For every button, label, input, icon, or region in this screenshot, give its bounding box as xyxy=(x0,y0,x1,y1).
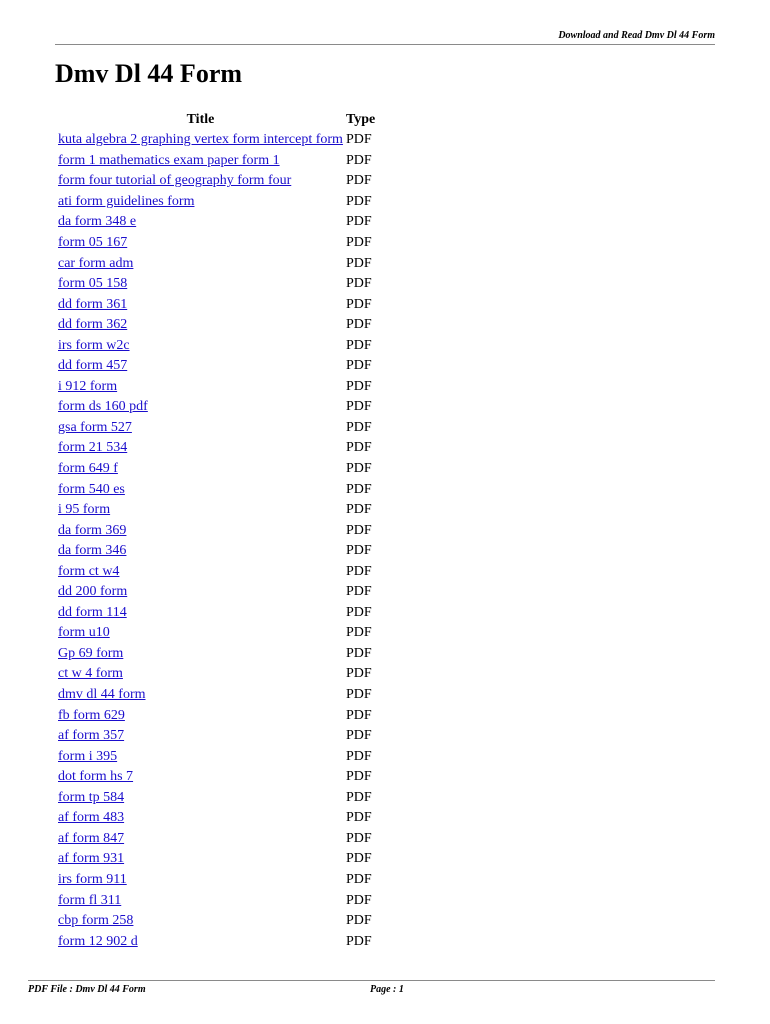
document-table xyxy=(55,110,378,952)
table-row xyxy=(55,192,378,213)
table-row xyxy=(55,870,378,891)
title-cell xyxy=(55,705,346,726)
title-cell xyxy=(55,746,346,767)
document-link[interactable]: form i 395 xyxy=(58,748,118,764)
table-row xyxy=(55,788,378,809)
table-row xyxy=(55,418,378,439)
table-row xyxy=(55,397,378,418)
document-link[interactable]: form 649 f xyxy=(58,461,118,477)
document-link[interactable]: dd form 362 xyxy=(58,317,128,333)
table-row xyxy=(55,808,378,829)
title-cell xyxy=(55,870,346,891)
type-cell: PDF xyxy=(345,317,372,333)
title-cell xyxy=(55,294,346,315)
document-link[interactable]: form ct w4 xyxy=(58,563,120,579)
table-row xyxy=(55,151,378,172)
document-link[interactable]: da form 346 xyxy=(58,543,127,559)
table-row xyxy=(55,335,378,356)
title-cell xyxy=(55,377,346,398)
type-cell: PDF xyxy=(345,255,372,271)
title-cell xyxy=(55,397,346,418)
type-cell: PDF xyxy=(345,892,372,908)
title-cell xyxy=(55,623,346,644)
document-link[interactable]: dd 200 form xyxy=(58,584,128,600)
title-cell xyxy=(55,438,346,459)
document-link[interactable]: Gp 69 form xyxy=(58,645,124,661)
title-cell xyxy=(55,130,346,151)
table-row xyxy=(55,315,378,336)
type-cell: PDF xyxy=(345,687,372,703)
title-cell xyxy=(55,192,346,213)
document-link[interactable]: form 21 534 xyxy=(58,440,128,456)
table-row xyxy=(55,685,378,706)
page-footer xyxy=(28,980,715,997)
type-cell: PDF xyxy=(345,173,372,189)
type-cell: PDF xyxy=(345,933,372,949)
title-cell xyxy=(55,849,346,870)
table-row xyxy=(55,438,378,459)
type-cell: PDF xyxy=(345,563,372,579)
table-row xyxy=(55,377,378,398)
document-link[interactable]: form fl 311 xyxy=(58,892,122,908)
footer-page-number: Page : 1 xyxy=(370,984,404,995)
type-cell: PDF xyxy=(345,584,372,600)
title-cell xyxy=(55,233,346,254)
type-cell: PDF xyxy=(345,502,372,518)
document-link[interactable]: dot form hs 7 xyxy=(58,769,134,785)
type-cell: PDF xyxy=(345,419,372,435)
title-cell xyxy=(55,151,346,172)
document-link[interactable]: form four tutorial of geography form four xyxy=(58,173,292,189)
title-cell xyxy=(55,541,346,562)
type-cell: PDF xyxy=(345,645,372,661)
type-cell: PDF xyxy=(345,481,372,497)
table-body xyxy=(55,130,378,952)
type-cell: PDF xyxy=(345,851,372,867)
type-cell: PDF xyxy=(345,810,372,826)
table-row xyxy=(55,459,378,480)
type-cell: PDF xyxy=(345,604,372,620)
type-cell: PDF xyxy=(345,399,372,415)
title-cell xyxy=(55,500,346,521)
column-header-title: Title xyxy=(186,112,215,127)
title-cell xyxy=(55,890,346,911)
document-link[interactable]: form tp 584 xyxy=(58,789,125,805)
title-cell xyxy=(55,644,346,665)
table-row xyxy=(55,746,378,767)
table-row xyxy=(55,541,378,562)
table-row xyxy=(55,829,378,850)
document-link[interactable]: form 1 mathematics exam paper form 1 xyxy=(58,152,280,168)
title-cell xyxy=(55,356,346,377)
title-cell xyxy=(55,479,346,500)
document-link[interactable]: fb form 629 xyxy=(58,707,125,723)
title-cell xyxy=(55,171,346,192)
document-link[interactable]: dd form 114 xyxy=(58,604,127,620)
table-row xyxy=(55,911,378,932)
table-row xyxy=(55,705,378,726)
table-header-row xyxy=(55,110,378,130)
document-link[interactable]: cbp form 258 xyxy=(58,913,134,929)
document-link[interactable]: irs form w2c xyxy=(58,337,130,353)
table-row xyxy=(55,849,378,870)
table-row xyxy=(55,500,378,521)
type-cell: PDF xyxy=(345,152,372,168)
table-row xyxy=(55,726,378,747)
type-cell: PDF xyxy=(345,748,372,764)
title-cell xyxy=(55,931,346,952)
document-link[interactable]: dd form 457 xyxy=(58,358,128,374)
type-cell: PDF xyxy=(345,625,372,641)
type-cell: PDF xyxy=(345,522,372,538)
type-cell: PDF xyxy=(345,913,372,929)
document-link[interactable]: af form 483 xyxy=(58,810,125,826)
document-link[interactable]: da form 369 xyxy=(58,522,127,538)
table-row xyxy=(55,274,378,295)
title-cell xyxy=(55,315,346,336)
document-link[interactable]: af form 357 xyxy=(58,728,125,744)
table-row xyxy=(55,212,378,233)
table-row xyxy=(55,890,378,911)
type-cell: PDF xyxy=(345,461,372,477)
type-cell: PDF xyxy=(345,666,372,682)
type-cell: PDF xyxy=(345,830,372,846)
type-cell: PDF xyxy=(345,296,372,312)
table-row xyxy=(55,767,378,788)
table-row xyxy=(55,479,378,500)
document-link[interactable]: ati form guidelines form xyxy=(58,193,195,209)
document-link[interactable]: af form 931 xyxy=(58,851,125,867)
table-row xyxy=(55,294,378,315)
table-row xyxy=(55,561,378,582)
title-cell xyxy=(55,418,346,439)
document-link[interactable]: form 12 902 d xyxy=(58,933,138,949)
document-link[interactable]: i 912 form xyxy=(58,378,118,394)
document-link[interactable]: form u10 xyxy=(58,625,110,641)
document-link[interactable]: dmv dl 44 form xyxy=(58,687,146,703)
title-cell xyxy=(55,726,346,747)
title-cell xyxy=(55,561,346,582)
document-link[interactable]: form 540 es xyxy=(58,481,125,497)
document-link[interactable]: form 05 158 xyxy=(58,276,128,292)
type-cell: PDF xyxy=(345,337,372,353)
document-link[interactable]: kuta algebra 2 graphing vertex form intercept form xyxy=(58,132,343,148)
title-cell xyxy=(55,808,346,829)
table-row xyxy=(55,171,378,192)
title-cell xyxy=(55,212,346,233)
type-cell: PDF xyxy=(345,193,372,209)
type-cell: PDF xyxy=(345,769,372,785)
type-cell: PDF xyxy=(345,789,372,805)
document-link[interactable]: gsa form 527 xyxy=(58,419,132,435)
document-link[interactable]: car form adm xyxy=(58,255,134,271)
document-link[interactable]: ct w 4 form xyxy=(58,666,123,682)
title-cell xyxy=(55,664,346,685)
type-cell: PDF xyxy=(345,543,372,559)
title-cell xyxy=(55,459,346,480)
title-cell xyxy=(55,767,346,788)
type-cell: PDF xyxy=(345,235,372,250)
table-row xyxy=(55,623,378,644)
title-cell xyxy=(55,582,346,603)
title-cell xyxy=(55,335,346,356)
table-row xyxy=(55,582,378,603)
title-cell xyxy=(55,829,346,850)
type-cell: PDF xyxy=(345,871,372,887)
page-header xyxy=(55,30,715,45)
table-row xyxy=(55,130,378,151)
table-row xyxy=(55,356,378,377)
title-cell xyxy=(55,253,346,274)
column-header-type: Type xyxy=(345,112,376,127)
table-row xyxy=(55,931,378,952)
type-cell: PDF xyxy=(345,728,372,744)
type-cell: PDF xyxy=(345,378,372,394)
title-cell xyxy=(55,788,346,809)
type-cell: PDF xyxy=(345,358,372,374)
type-cell: PDF xyxy=(345,707,372,723)
table-row xyxy=(55,603,378,624)
document-title: Dmv Dl 44 Form xyxy=(55,59,243,88)
header-text: Download and Read Dmv Dl 44 Form xyxy=(558,30,715,41)
document-link[interactable]: form ds 160 pdf xyxy=(58,399,148,415)
table-row xyxy=(55,253,378,274)
document-link[interactable]: form 05 167 xyxy=(58,235,128,250)
table-row xyxy=(55,520,378,541)
document-link[interactable]: dd form 361 xyxy=(58,296,128,312)
title-cell xyxy=(55,603,346,624)
document-link[interactable]: da form 348 e xyxy=(58,214,137,230)
document-link[interactable]: af form 847 xyxy=(58,830,125,846)
type-cell: PDF xyxy=(345,132,372,148)
table-row xyxy=(55,233,378,254)
title-cell xyxy=(55,520,346,541)
title-cell xyxy=(55,274,346,295)
footer-file-label: PDF File : Dmv Dl 44 Form xyxy=(28,984,146,995)
table-row xyxy=(55,644,378,665)
type-cell: PDF xyxy=(345,276,372,292)
type-cell: PDF xyxy=(345,214,372,230)
title-cell xyxy=(55,685,346,706)
document-link[interactable]: irs form 911 xyxy=(58,871,127,887)
type-cell: PDF xyxy=(345,440,372,456)
title-cell xyxy=(55,911,346,932)
table-row xyxy=(55,664,378,685)
document-link[interactable]: i 95 form xyxy=(58,502,111,518)
